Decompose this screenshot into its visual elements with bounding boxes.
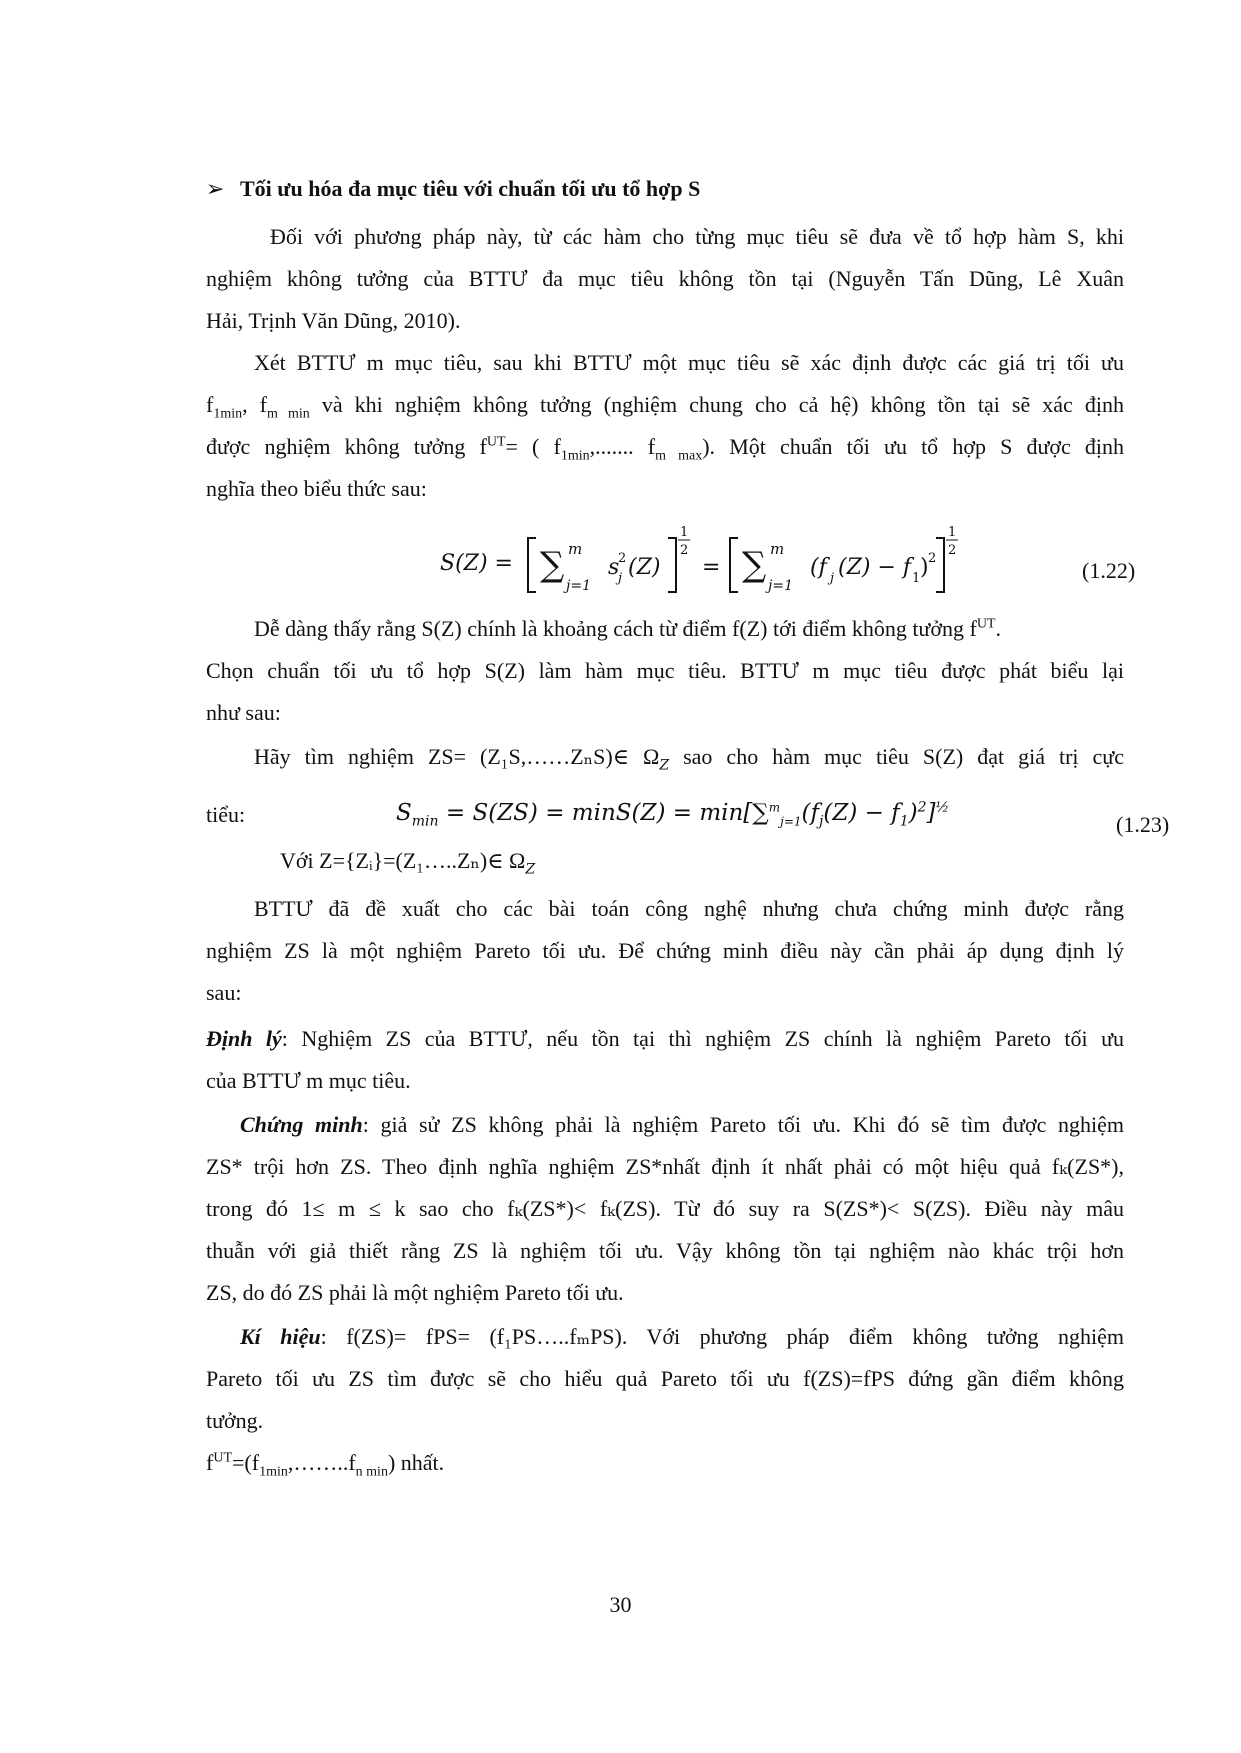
proof-line-2: ZS* trội hơn ZS. Theo định nghĩa nghiệm ZS*nhất định ít nhất phải có một hiệu quả fₖ(ZS*), [206, 1154, 1124, 1179]
svg-text:2: 2 [928, 551, 937, 566]
paragraph-3-line-1: Dễ dàng thấy rằng S(Z) chính là khoảng cách từ điểm f(Z) tới điểm không tưởng $f^{UT}$. [254, 616, 1001, 641]
paragraph-1-line-2: nghiệm không tưởng của BTTƯ đa mục tiêu không tồn tại (Nguyễn Tấn Dũng, Lê Xuân [206, 266, 1124, 291]
svg-text:m: m [568, 540, 583, 558]
paragraph-1-line-3: Hải, Trịnh Văn Dũng, 2010). [206, 308, 461, 333]
svg-text:∑: ∑ [742, 545, 767, 585]
theorem-label: Định lý [206, 1026, 282, 1051]
with-condition-line: Với Z={Zᵢ}=(Z₁…..Zₙ)∈ $\Omega_Z$ [280, 848, 536, 878]
svg-text:1: 1 [912, 571, 921, 586]
svg-text:j: j [830, 571, 835, 586]
svg-text:j: j [618, 571, 623, 586]
paragraph-2-line-4: nghĩa theo biểu thức sau: [206, 476, 427, 501]
section-heading: Tối ưu hóa đa mục tiêu với chuẩn tối ưu tổ hợp S [240, 176, 701, 201]
svg-text:(Z): (Z) [628, 555, 661, 580]
svg-text:1: 1 [948, 525, 957, 540]
page-number: 30 [609, 1592, 632, 1617]
equation-1-22-graphic [440, 520, 960, 600]
notation-line-2: Pareto tối ưu ZS tìm được sẽ cho hiểu quả Pareto tối ưu f(ZS)=fPS đứng gần điểm không [206, 1366, 1124, 1391]
paragraph-4-line-1: Hãy tìm nghiệm ZS= (Z₁S,……ZₙS)∈ $\Omega_Z$ sao cho hàm mục tiêu S(Z) đạt giá trị cực [254, 744, 1124, 774]
svg-text:m: m [770, 540, 785, 558]
paragraph-1-line-1: Đối với phương pháp này, từ các hàm cho từng mục tiêu sẽ đưa về tổ hợp hàm S, khi [270, 224, 1124, 249]
theorem-line-2: của BTTƯ m mục tiêu. [206, 1068, 411, 1093]
eq1-lhs: S(Z) = [440, 551, 513, 576]
equation-1-23-label: tiểu: [206, 802, 246, 827]
notation-line-3: tưởng. [206, 1408, 264, 1433]
proof-line-4: thuẫn với giả thiết rằng ZS là nghiệm tối ưu. Vậy không tồn tại nghiệm nào khác trội hơn [206, 1238, 1124, 1263]
svg-text:(f: (f [810, 555, 827, 580]
equation-number-1-22: (1.22) [1082, 558, 1136, 583]
paragraph-2-line-3: được nghiệm không tưởng $f^{UT}=$ ( $f_{1min}$,....... $f_{m max}$). Một chuẩn tối ưu tổ hợp S được định [206, 434, 1125, 464]
svg-text:=: = [702, 555, 721, 580]
paragraph-3-line-2: Chọn chuẩn tối ưu tổ hợp S(Z) làm hàm mục tiêu. BTTƯ m mục tiêu được phát biểu lại [206, 658, 1124, 683]
svg-text:(Z) − f: (Z) − f [838, 555, 912, 580]
equation-1-23: $S_{min} = S(ZS) = \min S(Z) = \min[\sum^m_{j=1}(f_j(Z) - f_1)^2]^{\frac{1}{2}}$ [396, 799, 950, 830]
svg-text:): ) [920, 555, 929, 580]
eq1-sigma: ∑ [540, 545, 565, 585]
paragraph-2-line-2: $f_{1min}$, $f_{m min}$ và khi nghiệm không tưởng (nghiệm chung cho cả hệ) không tồn tại sẽ xác định [206, 392, 1125, 422]
svg-text:2: 2 [948, 543, 957, 558]
notation-line-1: Kí hiệu: f(ZS)= fPS= (f₁PS…..fₘPS). Với phương pháp điểm không tưởng nghiệm [240, 1324, 1124, 1349]
final-line: $f^{UT}=(f_{1min},\dots\dots..f_{n min})$ nhất. [206, 1450, 445, 1480]
svg-text:1: 1 [680, 525, 689, 540]
proof-line-1: Chứng minh: giả sử ZS không phải là nghiệm Pareto tối ưu. Khi đó sẽ tìm được nghiệm [240, 1112, 1124, 1137]
svg-text:2: 2 [680, 543, 689, 558]
paragraph-5-line-2: nghiệm ZS là một nghiệm Pareto tối ưu. Để chứng minh điều này cần phải áp dụng định lý [206, 938, 1124, 963]
svg-text:j=1: j=1 [566, 578, 591, 594]
svg-text:j=1: j=1 [768, 578, 793, 594]
equation-number-1-23: (1.23) [1116, 812, 1170, 837]
proof-label: Chứng minh [240, 1112, 363, 1137]
paragraph-5-line-1: BTTƯ đã đề xuất cho các bài toán công nghệ nhưng chưa chứng minh được rằng [254, 896, 1124, 921]
paragraph-2-line-1: Xét BTTƯ m mục tiêu, sau khi BTTƯ một mục tiêu sẽ xác định được các giá trị tối ưu [254, 350, 1124, 375]
notation-label: Kí hiệu [240, 1324, 321, 1349]
paragraph-5-line-3: sau: [206, 980, 242, 1005]
bullet-arrow-icon: ➢ [206, 176, 225, 201]
svg-text:2: 2 [618, 551, 627, 566]
proof-line-5: ZS, do đó ZS phải là một nghiệm Pareto tối ưu. [206, 1280, 624, 1305]
paragraph-3-line-3: như sau: [206, 700, 281, 725]
equation-1-22 [440, 520, 960, 600]
proof-line-3: trong đó 1≤ m ≤ k sao cho fₖ(ZS*)< fₖ(ZS). Từ đó suy ra S(ZS*)< S(ZS). Điều này mâu [206, 1196, 1124, 1221]
svg-text:s: s [608, 555, 620, 580]
theorem-line-1: Định lý: Nghiệm ZS của BTTƯ, nếu tồn tại thì nghiệm ZS chính là nghiệm Pareto tối ưu [206, 1026, 1124, 1051]
